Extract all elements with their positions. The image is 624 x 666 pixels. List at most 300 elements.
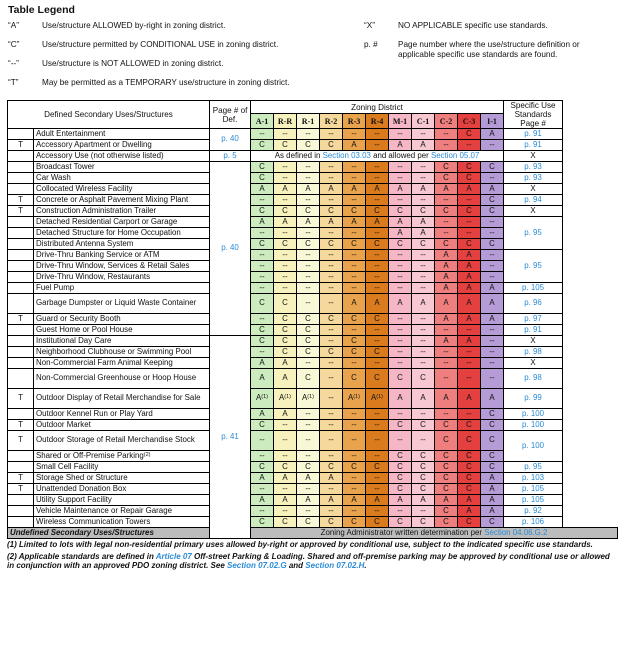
- permission-cell: --: [343, 228, 366, 239]
- permission-cell: --: [343, 484, 366, 495]
- permission-cell: --: [297, 451, 320, 462]
- secondary-uses-table: [7, 100, 618, 539]
- table-row: [8, 314, 618, 325]
- specific-standards-link[interactable]: p. 95: [504, 217, 563, 250]
- permission-cell: A: [412, 228, 435, 239]
- permission-cell: A: [412, 294, 435, 314]
- permission-cell: C: [297, 239, 320, 250]
- use-name: Accessory Apartment or Dwelling: [34, 140, 210, 151]
- permission-cell: C: [251, 325, 274, 336]
- specific-standards-link[interactable]: p. 96: [504, 294, 563, 314]
- permission-cell: C: [297, 347, 320, 358]
- permission-cell: --: [274, 162, 297, 173]
- permission-cell: C: [274, 294, 297, 314]
- link-article-07[interactable]: Article 07: [155, 552, 192, 561]
- permission-cell: --: [389, 347, 412, 358]
- permission-cell: --: [320, 162, 343, 173]
- permission-cell: C: [481, 195, 504, 206]
- use-name: Wireless Communication Towers: [34, 517, 210, 528]
- permission-cell: $A^{(1)}$: [366, 389, 389, 409]
- table-row: [8, 325, 618, 336]
- permission-cell: --: [320, 228, 343, 239]
- page-of-def-link[interactable]: p. 40: [210, 162, 251, 336]
- permission-cell: --: [412, 347, 435, 358]
- permission-cell: --: [297, 173, 320, 184]
- permission-cell: A: [389, 228, 412, 239]
- permission-cell: C: [251, 420, 274, 431]
- permission-cell: --: [297, 272, 320, 283]
- temporary-marker: [8, 261, 34, 272]
- use-name: Shared or Off-Premise Parking$^{(2)}$: [34, 451, 210, 462]
- district-header-c-2: C-2: [435, 114, 458, 129]
- permission-cell: --: [435, 409, 458, 420]
- district-header-c-3: C-3: [458, 114, 481, 129]
- temporary-marker: T: [8, 140, 34, 151]
- specific-standards-link[interactable]: p. 100: [504, 431, 563, 462]
- use-name: Car Wash: [34, 173, 210, 184]
- use-name: Garbage Dumpster or Liquid Waste Container: [34, 294, 210, 314]
- legend-title: Table Legend: [8, 4, 75, 16]
- table-row: [8, 283, 618, 294]
- permission-cell: A: [412, 140, 435, 151]
- permission-cell: C: [320, 517, 343, 528]
- temporary-marker: [8, 129, 34, 140]
- permission-cell: C: [412, 206, 435, 217]
- permission-cell: A: [481, 473, 504, 484]
- permission-cell: --: [412, 195, 435, 206]
- permission-cell: --: [435, 228, 458, 239]
- permission-cell: A: [389, 389, 412, 409]
- temporary-marker: T: [8, 431, 34, 451]
- permission-cell: C: [412, 420, 435, 431]
- temporary-marker: [8, 250, 34, 261]
- permission-cell: --: [435, 325, 458, 336]
- permission-cell: C: [481, 162, 504, 173]
- permission-cell: C: [389, 473, 412, 484]
- permission-cell: A: [481, 129, 504, 140]
- temporary-marker: T: [8, 389, 34, 409]
- permission-cell: --: [343, 420, 366, 431]
- temporary-marker: [8, 325, 34, 336]
- permission-cell: A: [412, 184, 435, 195]
- specific-standards-link[interactable]: p. 91: [504, 140, 563, 151]
- permission-cell: --: [435, 195, 458, 206]
- permission-cell: A: [458, 314, 481, 325]
- permission-cell: --: [435, 369, 458, 389]
- table-row: [8, 462, 618, 473]
- permission-cell: C: [274, 517, 297, 528]
- permission-cell: C: [435, 420, 458, 431]
- specific-standards-link[interactable]: p. 95: [504, 250, 563, 283]
- permission-cell: A: [274, 358, 297, 369]
- permission-cell: --: [458, 347, 481, 358]
- permission-cell: A: [366, 217, 389, 228]
- permission-cell: --: [274, 506, 297, 517]
- permission-cell: A: [366, 495, 389, 506]
- permission-cell: C: [297, 462, 320, 473]
- use-name: Utility Support Facility: [34, 495, 210, 506]
- use-name: Outdoor Kennel Run or Play Yard: [34, 409, 210, 420]
- permission-cell: A: [389, 495, 412, 506]
- district-header-a-1: A-1: [251, 114, 274, 129]
- permission-cell: A: [481, 389, 504, 409]
- permission-cell: --: [343, 129, 366, 140]
- permission-cell: --: [343, 431, 366, 451]
- permission-cell: --: [412, 358, 435, 369]
- permission-cell: --: [412, 431, 435, 451]
- permission-cell: --: [389, 129, 412, 140]
- permission-cell: --: [412, 283, 435, 294]
- permission-cell: A: [458, 294, 481, 314]
- permission-cell: C: [251, 517, 274, 528]
- permission-cell: --: [343, 358, 366, 369]
- use-name: Construction Administration Trailer: [34, 206, 210, 217]
- permission-cell: C: [274, 140, 297, 151]
- permission-cell: --: [274, 484, 297, 495]
- permission-cell: A: [389, 140, 412, 151]
- temporary-marker: [8, 409, 34, 420]
- permission-cell: --: [251, 484, 274, 495]
- permission-cell: --: [366, 358, 389, 369]
- permission-cell: --: [297, 228, 320, 239]
- permission-cell: A: [458, 261, 481, 272]
- permission-cell: --: [320, 294, 343, 314]
- permission-cell: --: [320, 261, 343, 272]
- permission-cell: --: [251, 129, 274, 140]
- permission-cell: --: [320, 173, 343, 184]
- permission-cell: C: [435, 173, 458, 184]
- page-of-def-link[interactable]: p. 40: [210, 129, 251, 151]
- permission-cell: --: [481, 173, 504, 184]
- permission-cell: C: [412, 484, 435, 495]
- permission-cell: C: [458, 420, 481, 431]
- permission-cell: C: [389, 239, 412, 250]
- permission-cell: A: [481, 314, 504, 325]
- permission-cell: A: [435, 314, 458, 325]
- permission-cell: --: [389, 162, 412, 173]
- use-name: Broadcast Tower: [34, 162, 210, 173]
- permission-cell: --: [343, 506, 366, 517]
- permission-cell: C: [458, 206, 481, 217]
- permission-cell: C: [297, 206, 320, 217]
- permission-cell: --: [481, 250, 504, 261]
- permission-cell: --: [297, 250, 320, 261]
- permission-cell: --: [343, 272, 366, 283]
- permission-cell: --: [320, 358, 343, 369]
- permission-cell: A: [274, 473, 297, 484]
- link-section-07-02-g[interactable]: Section 07.02.G: [227, 561, 287, 571]
- permission-cell: C: [389, 369, 412, 389]
- permission-cell: --: [366, 283, 389, 294]
- permission-cell: --: [412, 409, 435, 420]
- permission-cell: A: [297, 184, 320, 195]
- use-name: Vehicle Maintenance or Repair Garage: [34, 506, 210, 517]
- permission-cell: A: [435, 250, 458, 261]
- permission-cell: --: [481, 228, 504, 239]
- link-section-07-02-h[interactable]: Section 07.02.H: [305, 561, 365, 571]
- table-legend: Table Legend “A” Use/structure ALLOWED by-right in zoning district. “C” Use/structure permitted by CONDITIONAL USE in zoning district. “--” Use/structure is NOT ALLOWED in zoning district. “T” May be permitted as a TEMPORARY use/structure in zoning district. “X” NO APPLICABLE specific use standards. p. # Page number where the use/structure definition or applicable specific use standards are found.: [8, 3, 616, 93]
- table-row: [8, 129, 618, 140]
- permission-cell: C: [481, 462, 504, 473]
- permission-cell: --: [366, 272, 389, 283]
- footnote-1: (1) Limited to lots with legal non-residential primary uses allowed by-right or approved by conditional use, subject to the indicated specific use standards.: [7, 540, 593, 549]
- permission-cell: --: [274, 261, 297, 272]
- permission-cell: A: [251, 495, 274, 506]
- permission-cell: --: [274, 431, 297, 451]
- permission-cell: C: [412, 239, 435, 250]
- permission-cell: C: [435, 517, 458, 528]
- permission-cell: --: [366, 409, 389, 420]
- specific-standards-link[interactable]: p. 105: [504, 484, 563, 495]
- permission-cell: --: [389, 325, 412, 336]
- permission-cell: A: [251, 184, 274, 195]
- table-row: [8, 162, 618, 173]
- permission-cell: C: [366, 369, 389, 389]
- permission-cell: --: [320, 420, 343, 431]
- permission-cell: --: [297, 484, 320, 495]
- section-link[interactable]: Section 03.03: [322, 150, 371, 160]
- permission-cell: --: [389, 195, 412, 206]
- page-of-def-link[interactable]: p. 5: [210, 151, 251, 162]
- specific-standards-link[interactable]: p. 95: [504, 462, 563, 473]
- permission-cell: --: [320, 369, 343, 389]
- permission-cell: --: [297, 129, 320, 140]
- permission-cell: --: [320, 336, 343, 347]
- permission-cell: --: [389, 409, 412, 420]
- temporary-marker: T: [8, 206, 34, 217]
- table-row: [8, 358, 618, 369]
- permission-cell: --: [297, 420, 320, 431]
- permission-cell: --: [320, 389, 343, 409]
- permission-cell: C: [366, 462, 389, 473]
- table-row: [8, 250, 618, 261]
- permission-cell: C: [366, 517, 389, 528]
- section-link[interactable]: Section 05.07: [430, 150, 480, 160]
- specific-standards-link[interactable]: p. 103: [504, 473, 563, 484]
- permission-cell: A: [343, 217, 366, 228]
- use-name: Distributed Antenna System: [34, 239, 210, 250]
- specific-standards-link[interactable]: p. 91: [504, 129, 563, 140]
- table-row: [8, 336, 618, 347]
- permission-cell: --: [458, 140, 481, 151]
- specific-standards-link[interactable]: p. 93: [504, 173, 563, 184]
- permission-cell: --: [297, 431, 320, 451]
- permission-cell: --: [320, 250, 343, 261]
- permission-cell: A: [251, 217, 274, 228]
- permission-cell: A: [435, 283, 458, 294]
- temporary-marker: [8, 184, 34, 195]
- use-name: Drive-Thru Window, Services & Retail Sales: [34, 261, 210, 272]
- permission-cell: --: [412, 272, 435, 283]
- table-row: [8, 431, 618, 451]
- section-link[interactable]: Section 04.06.G.2: [484, 527, 548, 537]
- permission-cell: C: [435, 162, 458, 173]
- permission-cell: A: [458, 506, 481, 517]
- permission-cell: A: [435, 272, 458, 283]
- permission-cell: --: [297, 162, 320, 173]
- permission-cell: C: [274, 462, 297, 473]
- use-name: Concrete or Asphalt Pavement Mixing Plant: [34, 195, 210, 206]
- permission-cell: C: [251, 462, 274, 473]
- undefined-uses-determination: Zoning Administrator written determination per Section 04.06.G.2: [251, 528, 618, 539]
- permission-cell: A: [458, 283, 481, 294]
- permission-cell: C: [481, 451, 504, 462]
- permission-cell: C: [251, 162, 274, 173]
- permission-cell: $A^{(1)}$: [343, 389, 366, 409]
- table-row: [8, 217, 618, 228]
- specific-standards-link[interactable]: p. 105: [504, 495, 563, 506]
- table-row: [8, 495, 618, 506]
- permission-cell: C: [389, 206, 412, 217]
- permission-cell: --: [343, 195, 366, 206]
- permission-cell: --: [320, 506, 343, 517]
- permission-cell: C: [481, 239, 504, 250]
- permission-cell: C: [320, 314, 343, 325]
- specific-standards-link[interactable]: p. 91: [504, 325, 563, 336]
- permission-cell: C: [320, 239, 343, 250]
- district-header-r-2: R-2: [320, 114, 343, 129]
- permission-cell: C: [274, 239, 297, 250]
- permission-cell: --: [435, 358, 458, 369]
- permission-cell: $A^{(1)}$: [251, 389, 274, 409]
- table-row: [8, 294, 618, 314]
- no-standards-marker: X: [504, 358, 563, 369]
- permission-cell: A: [412, 389, 435, 409]
- temporary-marker: T: [8, 473, 34, 484]
- permission-cell: A: [274, 409, 297, 420]
- permission-cell: A: [389, 217, 412, 228]
- district-header-m-1: M-1: [389, 114, 412, 129]
- permission-cell: --: [366, 325, 389, 336]
- specific-standards-link[interactable]: p. 92: [504, 506, 563, 517]
- specific-standards-link[interactable]: p. 93: [504, 162, 563, 173]
- permission-cell: --: [297, 261, 320, 272]
- table-row: [8, 506, 618, 517]
- permission-cell: $A^{(1)}$: [274, 389, 297, 409]
- specific-standards-link[interactable]: p. 97: [504, 314, 563, 325]
- permission-cell: --: [366, 261, 389, 272]
- permission-cell: C: [297, 140, 320, 151]
- use-name: Small Cell Facility: [34, 462, 210, 473]
- specific-standards-link[interactable]: p. 100: [504, 409, 563, 420]
- permission-cell: A: [320, 473, 343, 484]
- use-name: Guard or Security Booth: [34, 314, 210, 325]
- permission-cell: C: [297, 517, 320, 528]
- permission-cell: --: [274, 250, 297, 261]
- permission-cell: --: [389, 314, 412, 325]
- specific-standards-link[interactable]: p. 100: [504, 420, 563, 431]
- permission-cell: --: [389, 173, 412, 184]
- temporary-marker: T: [8, 484, 34, 495]
- permission-cell: C: [412, 369, 435, 389]
- permission-cell: --: [251, 506, 274, 517]
- permission-cell: C: [251, 336, 274, 347]
- permission-cell: --: [366, 250, 389, 261]
- table-row: [8, 484, 618, 495]
- use-name: Outdoor Storage of Retail Merchandise Stock: [34, 431, 210, 451]
- permission-cell: --: [458, 195, 481, 206]
- permission-cell: --: [389, 283, 412, 294]
- permission-cell: --: [297, 358, 320, 369]
- permission-cell: --: [251, 272, 274, 283]
- permission-cell: C: [435, 239, 458, 250]
- permission-cell: C: [481, 431, 504, 451]
- permission-cell: C: [343, 369, 366, 389]
- temporary-marker: [8, 517, 34, 528]
- permission-cell: C: [274, 336, 297, 347]
- specific-standards-link[interactable]: p. 106: [504, 517, 563, 528]
- use-name: Guest Home or Pool House: [34, 325, 210, 336]
- permission-cell: A: [435, 294, 458, 314]
- permission-cell: C: [343, 517, 366, 528]
- permission-cell: C: [297, 325, 320, 336]
- permission-cell: C: [481, 409, 504, 420]
- permission-cell: --: [458, 358, 481, 369]
- permission-cell: --: [297, 283, 320, 294]
- permission-cell: C: [435, 484, 458, 495]
- permission-cell: C: [251, 173, 274, 184]
- permission-cell: --: [481, 336, 504, 347]
- footnote-2: (2) Applicable standards are defined in Article 07 Off-street Parking & Loading. Shared and off-premise parking may be approved by conditional use or allowed in conjunction with an approved PDO zoning district. See Section 07.02.G and Section 07.02.H.: [7, 552, 610, 571]
- specific-standards-link[interactable]: p. 98: [504, 369, 563, 389]
- permission-cell: C: [458, 451, 481, 462]
- permission-cell: --: [251, 283, 274, 294]
- permission-cell: A: [320, 495, 343, 506]
- permission-cell: C: [343, 336, 366, 347]
- permission-cell: A: [435, 336, 458, 347]
- permission-cell: C: [412, 473, 435, 484]
- permission-cell: A: [320, 184, 343, 195]
- permission-cell: C: [435, 431, 458, 451]
- specific-standards-link[interactable]: p. 105: [504, 283, 563, 294]
- temporary-marker: [8, 162, 34, 173]
- specific-standards-link[interactable]: p. 94: [504, 195, 563, 206]
- permission-cell: --: [274, 283, 297, 294]
- use-name: Drive-Thru Window, Restaurants: [34, 272, 210, 283]
- permission-cell: A: [435, 495, 458, 506]
- permission-cell: --: [251, 431, 274, 451]
- permission-cell: A: [251, 358, 274, 369]
- use-name: Detached Residential Carport or Garage: [34, 217, 210, 228]
- specific-standards-link[interactable]: p. 99: [504, 389, 563, 409]
- permission-cell: --: [435, 140, 458, 151]
- permission-cell: --: [274, 228, 297, 239]
- temporary-marker: [8, 369, 34, 389]
- permission-cell: --: [343, 162, 366, 173]
- permission-cell: --: [412, 162, 435, 173]
- permission-cell: C: [343, 239, 366, 250]
- permission-cell: --: [297, 294, 320, 314]
- permission-cell: C: [343, 462, 366, 473]
- permission-cell: --: [320, 484, 343, 495]
- permission-cell: --: [320, 451, 343, 462]
- permission-cell: --: [366, 140, 389, 151]
- permission-cell: --: [251, 314, 274, 325]
- permission-cell: --: [274, 451, 297, 462]
- table-row: [8, 517, 618, 528]
- permission-cell: --: [320, 431, 343, 451]
- page-of-def-link[interactable]: p. 41: [210, 336, 251, 539]
- permission-cell: --: [412, 336, 435, 347]
- permission-cell: C: [274, 347, 297, 358]
- permission-cell: C: [343, 314, 366, 325]
- permission-cell: --: [412, 506, 435, 517]
- permission-cell: C: [320, 347, 343, 358]
- permission-cell: --: [320, 272, 343, 283]
- specific-standards-link[interactable]: p. 98: [504, 347, 563, 358]
- permission-cell: --: [481, 358, 504, 369]
- permission-cell: --: [389, 261, 412, 272]
